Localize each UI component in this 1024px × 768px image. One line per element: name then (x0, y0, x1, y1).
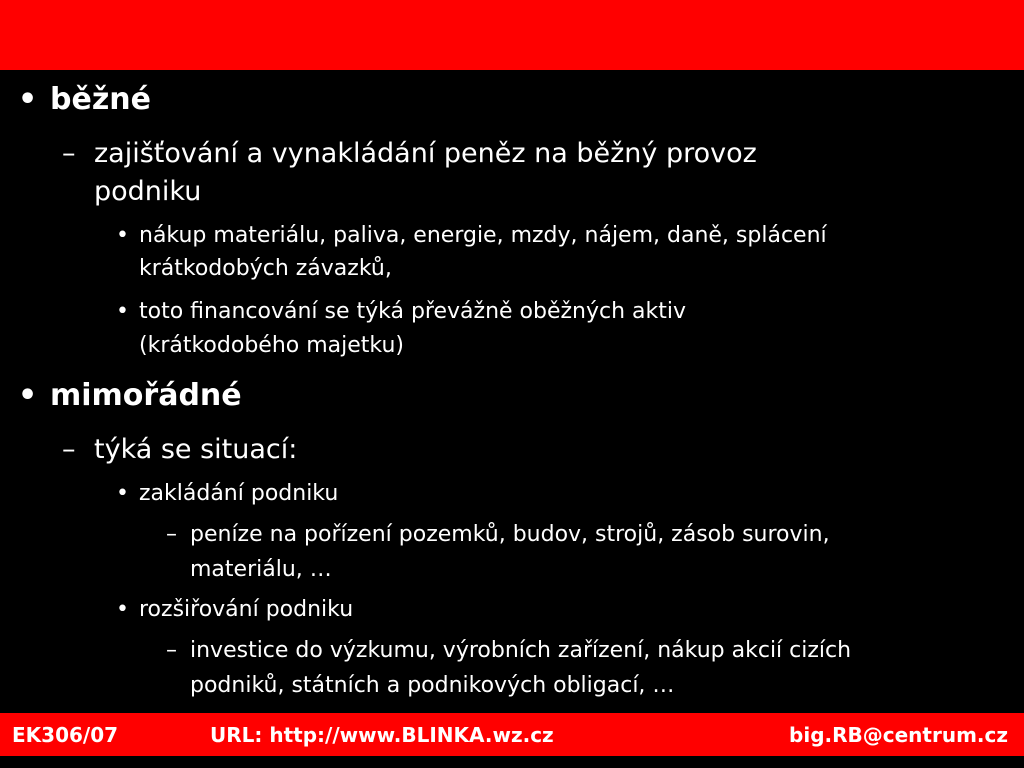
detail-dash: – (166, 522, 177, 547)
section-bullet: • (18, 82, 38, 117)
list-item-text-cont: krátkodobých závazků, (139, 256, 392, 281)
list-item-label: rozšiřování podniku (139, 597, 354, 622)
subtitle-dash: – (62, 138, 76, 169)
item-bullet: • (116, 299, 129, 324)
detail-text-cont: podniků, státních a podnikových obligací, … (190, 673, 675, 698)
detail-text: peníze na pořízení pozemků, budov, strojů, zásob surovin, (190, 522, 830, 547)
section-title-mimoradne: mimořádné (50, 378, 242, 413)
detail-text-cont: materiálu, … (190, 557, 332, 582)
section-subtitle-cont: podniku (94, 176, 202, 207)
subtitle-dash: – (62, 434, 76, 465)
section-subtitle: týká se situací: (94, 434, 298, 465)
list-item-label: zakládání podniku (139, 481, 339, 506)
detail-dash: – (166, 638, 177, 663)
footer-email[interactable]: big.RB@centrum.cz (789, 723, 1008, 747)
section-title-bezne: běžné (50, 82, 151, 117)
bottom-strip (0, 756, 1024, 768)
footer-url[interactable]: URL: http://www.BLINKA.wz.cz (210, 723, 554, 747)
item-bullet: • (116, 223, 129, 248)
section-bullet: • (18, 378, 38, 413)
list-item-text-cont: (krátkodobého majetku) (139, 333, 404, 358)
list-item-text: nákup materiálu, paliva, energie, mzdy, nájem, daně, splácení (139, 223, 827, 248)
slide-content (0, 70, 1024, 712)
detail-text: investice do výzkumu, výrobních zařízení, nákup akcií cizích (190, 638, 852, 663)
course-code: EK306/07 (12, 723, 119, 747)
section-subtitle: zajišťování a vynakládání peněz na běžný provoz (94, 138, 757, 169)
footer-bar (0, 713, 1024, 756)
item-bullet: • (116, 481, 129, 506)
title-bar (0, 0, 1024, 70)
item-bullet: • (116, 597, 129, 622)
list-item-text: toto financování se týká převážně oběžných aktiv (139, 299, 687, 324)
